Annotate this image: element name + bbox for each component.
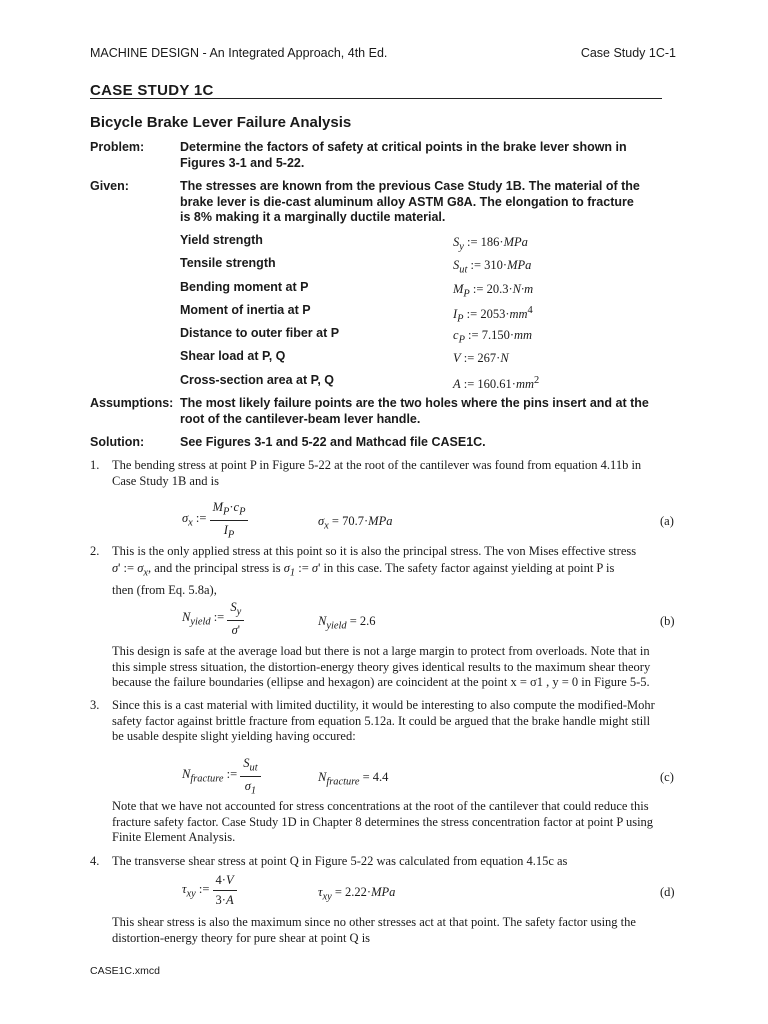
case-study-title: CASE STUDY 1C	[90, 82, 214, 99]
sigma-1-def: $\sigma_1$ := σ'	[283, 560, 321, 578]
parameter-value: $S_{ut}$ := 310·MPa	[453, 258, 532, 276]
equation-tag: (c)	[660, 770, 674, 784]
step-4-note: This shear stress is also the maximum since no other stresses act at that point. The safety factor using the distortion-energy theory for pure shear at point Q is	[112, 915, 636, 945]
parameter-name: Bending moment at P	[180, 280, 309, 294]
section-subtitle: Bicycle Brake Lever Failure Analysis	[90, 114, 352, 131]
parameter-value: $S_y$ := 186·MPa	[453, 235, 528, 253]
parameter-name: Shear load at P, Q	[180, 349, 286, 363]
step-2-text: This is the only applied stress at this point so it is also the principal stress. The von Mises effective stress σ' := $\sigma_x$, and the principal stress is $\sigma_1$ := σ' in this case. The safety factor against yielding at point P is then (from Eq. 5.8a),	[112, 544, 637, 597]
solution-text: See Figures 3-1 and 5-22 and Mathcad file CASE1C.	[180, 435, 486, 449]
equation-tag: (d)	[660, 885, 675, 899]
problem-text: Determine the factors of safety at critical points in the brake lever shown in Figures 3-1 and 5-22.	[180, 140, 627, 170]
given-text: The stresses are known from the previous Case Study 1B. The material of the brake lever is die-cast aluminum alloy ASTM G8A. The elongation to fracture is 8% making it a marginally ductile material.	[180, 179, 640, 224]
running-header-page: Case Study 1C-1	[580, 46, 676, 60]
parameter-name: Cross-section area at P, Q	[180, 373, 335, 387]
result-tau-xy: $\tau_{xy} = 2.22\cdot MPa$	[318, 885, 396, 903]
assumptions-label: Assumptions:	[90, 396, 174, 410]
sigma-prime-def: σ' := $\sigma_x$	[112, 560, 148, 578]
step-2-note: This design is safe at the average load but there is not a large margin to protect from overloads. Note that in this simple stress situation, the distortion-energy theory gives identical results to the maximum shear theory because the failure boundaries (ellipse and hexagon) are coincident at the point x = σ1 , y = 0 in Figure 5-5.	[112, 644, 651, 689]
assumptions-text: The most likely failure points are the two holes where the pins insert and at the root of the cantilever-beam lever handle.	[180, 396, 649, 426]
file-name-footer: CASE1C.xmcd	[90, 965, 161, 977]
given-label: Given:	[90, 179, 129, 193]
equation-n-fracture: $N_{fracture}$ := $\frac{S_{ut}}{\sigma_1}$	[182, 756, 261, 796]
step-3-text: Since this is a cast material with limited ductility, it would be interesting to also compute the modified-Mohr safety factor against brittle fracture from equation 5.12a. It could be argued that the brake handle might still be usable despite slight yielding having occured:	[112, 698, 655, 743]
title-rule	[90, 98, 662, 99]
equation-tau-xy: $\tau_{xy}$ := $\frac{4\cdot V}{3\cdot A}$	[182, 873, 237, 908]
parameter-name: Tensile strength	[180, 256, 276, 270]
equation-n-yield: $N_{yield}$ := $\frac{S_y}{\sigma'}$	[182, 600, 244, 638]
step-number: 3.	[90, 698, 100, 712]
parameter-value: $c_P$ := 7.150·mm	[453, 328, 533, 346]
parameter-name: Yield strength	[180, 233, 263, 247]
result-n-fracture: $N_{fracture} = 4.4$	[318, 770, 389, 788]
equation-sigma-x: $\sigma_x$ := $\frac{M_P\cdot c_P}{I_P}$	[182, 500, 248, 540]
parameter-name: Moment of inertia at P	[180, 303, 311, 317]
result-sigma-x: $\sigma_x = 70.7\cdot MPa$	[318, 514, 393, 532]
solution-label: Solution:	[90, 435, 145, 449]
result-n-yield: $N_{yield} = 2.6$	[318, 614, 376, 632]
step-number: 2.	[90, 544, 100, 558]
problem-label: Problem:	[90, 140, 145, 154]
equation-tag: (a)	[660, 514, 674, 528]
step-number: 1.	[90, 458, 100, 472]
step-1-text: The bending stress at point P in Figure 5-22 at the root of the cantilever was found from equation 4.11b in Case Study 1B and is	[112, 458, 642, 488]
step-3-note: Note that we have not accounted for stress concentrations at the root of the cantilever that could reduce this fracture safety factor. Case Study 1D in Chapter 8 determines the stress concentration factor at point P using Finite Element Analysis.	[112, 799, 654, 844]
parameter-value: A := $160.61\cdot mm^2$	[453, 375, 540, 392]
parameter-value: $I_P$ := $2053\cdot mm^4$	[453, 305, 533, 325]
parameter-name: Distance to outer fiber at P	[180, 326, 340, 340]
running-header-title: MACHINE DESIGN - An Integrated Approach, 4th Ed.	[90, 46, 388, 60]
step-number: 4.	[90, 854, 100, 868]
parameter-value: $M_P$ := 20.3·N·m	[453, 282, 534, 300]
equation-tag: (b)	[660, 614, 675, 628]
parameter-value: V := 267·N	[453, 351, 509, 365]
step-4-text: The transverse shear stress at point Q in Figure 5-22 was calculated from equation 4.15c as	[112, 854, 568, 868]
